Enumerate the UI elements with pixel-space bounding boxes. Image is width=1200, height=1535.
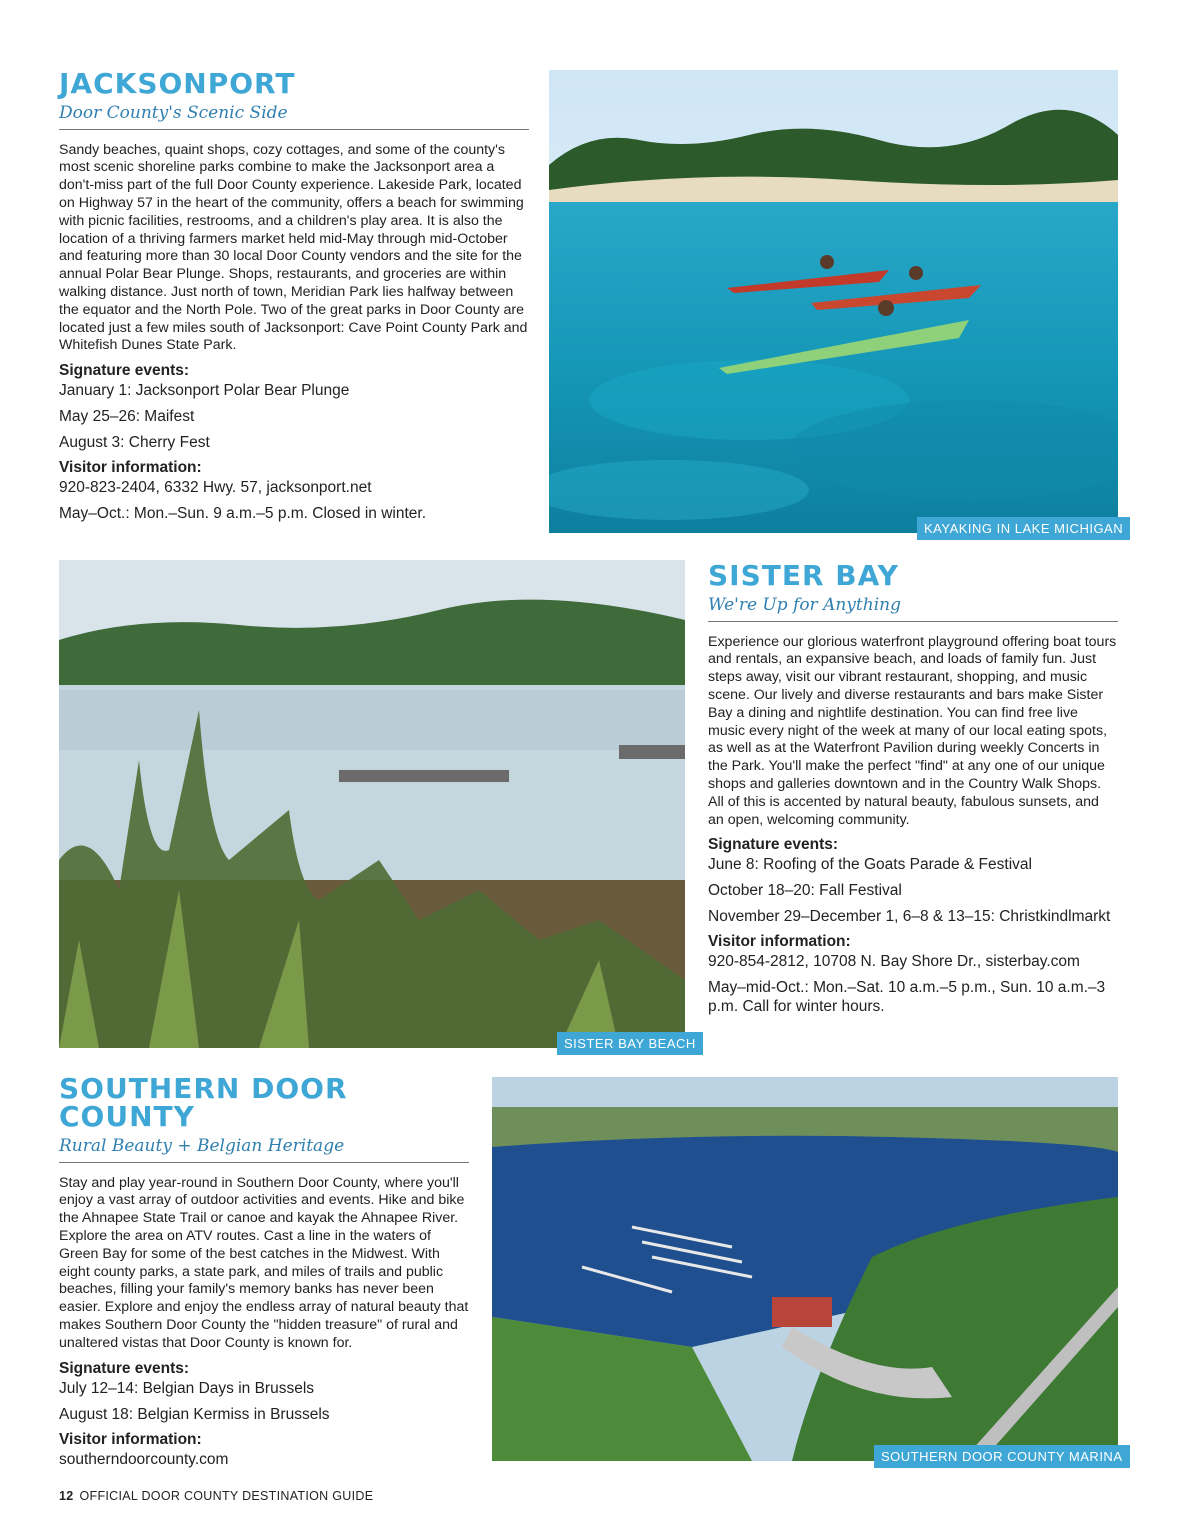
visitor-line: May–Oct.: Mon.–Sun. 9 a.m.–5 p.m. Closed in winter. [59,505,426,523]
photo-caption: KAYAKING IN LAKE MICHIGAN [917,517,1130,540]
section-tagline: Rural Beauty + Belgian Heritage [59,1136,345,1156]
event-item: October 18–20: Fall Festival [708,882,902,900]
photo-caption: SOUTHERN DOOR COUNTY MARINA [874,1445,1130,1468]
event-item: August 18: Belgian Kermiss in Brussels [59,1405,330,1423]
event-item: May 25–26: Maifest [59,408,195,426]
visitor-line: 920-854-2812, 10708 N. Bay Shore Dr., sisterbay.com [708,953,1080,971]
event-item: June 8: Roofing of the Goats Parade & Festival [708,856,1032,874]
section-title: SOUTHERN DOOR COUNTY [59,1072,348,1133]
sister-bay-section [708,559,1118,1016]
events-label: Signature events: [708,836,839,854]
events-label: Signature events: [59,1359,190,1377]
visitor-label: Visitor information: [59,1430,202,1448]
event-item: November 29–December 1, 6–8 & 13–15: Christkindlmarkt [708,908,1111,926]
section-title: JACKSONPORT [59,67,296,100]
page-number: 12 [59,1489,74,1503]
divider [59,129,529,130]
sister-bay-beach-photo [59,560,685,1048]
page-footer [59,1489,373,1503]
section-body: Experience our glorious waterfront playground offering boat tours and rentals, an expansive beach, and loads of family fun. Just steps away, visit our vibrant restaurant, shopping, and music scene. Our lively and diverse restaurants and bars make Sister Bay a dining and nightlife destination. You can find free live music every night of the week at many of our local eating spots, as well as at the Waterfront Pavilion during weekly Concerts in the Park. You'll make the perfect "find" at any one of our unique shops and galleries downtown and in the Country Walk Shops. All of this is accented by natural beauty, fabulous sunsets, and an open, welcoming community. [708,633,1117,828]
event-item: January 1: Jacksonport Polar Bear Plunge [59,382,350,400]
event-item: August 3: Cherry Fest [59,434,210,452]
photo-caption: SISTER BAY BEACH [557,1032,703,1055]
publication-name: OFFICIAL DOOR COUNTY DESTINATION GUIDE [79,1489,374,1503]
southern-door-section [59,1072,469,1469]
marina-photo [492,1077,1118,1461]
section-tagline: We're Up for Anything [708,595,901,615]
visitor-label: Visitor information: [708,933,851,951]
visitor-line: southerndoorcounty.com [59,1450,229,1468]
section-tagline: Door County's Scenic Side [59,103,288,123]
section-body: Stay and play year-round in Southern Door County, where you'll enjoy a vast array of outdoor activities and events. Hike and bike the Ahnapee State Trail or canoe and kayak the Ahnapee River. Explore the area on ATV routes. Cast a line in the waters of Green Bay for some of the best catches in the Midwest. With eight county parks, a state park, and miles of trails and public beaches, filling your family's memory banks has never been easier. Explore and enjoy the endless array of natural beauty that makes Southern Door County the "hidden treasure" of rural and unaltered vistas that Door County is known for. [59,1174,469,1351]
visitor-line: May–mid-Oct.: Mon.–Sat. 10 a.m.–5 p.m., Sun. 10 a.m.–3 p.m. Call for winter hours. [708,979,1106,1016]
divider [708,621,1118,622]
section-title: SISTER BAY [708,559,899,592]
event-item: July 12–14: Belgian Days in Brussels [59,1379,315,1397]
divider [59,1162,469,1163]
jacksonport-section [59,67,529,523]
visitor-label: Visitor information: [59,459,202,477]
kayaking-photo [549,70,1118,533]
section-body: Sandy beaches, quaint shops, cozy cottages, and some of the county's most scenic shoreline parks combine to make the Jacksonport area a don't-miss part of the full Door County experience. Lakeside Park, located on Highway 57 in the heart of the community, offers a beach for swimming with picnic facilities, restrooms, and a children's play area. It is also the location of a thriving farmers market held mid-May through mid-October and featuring more than 30 local Door County vendors and the site for the annual Polar Bear Plunge. Shops, restaurants, and groceries are within walking distance. Just north of town, Meridian Park lies halfway between the equator and the North Pole. Two of the great parks in Door County are located just a few miles south of Jacksonport: Cave Point County Park and Whitefish Dunes State Park. [59,141,528,354]
events-label: Signature events: [59,362,190,380]
visitor-line: 920-823-2404, 6332 Hwy. 57, jacksonport.net [59,479,372,497]
